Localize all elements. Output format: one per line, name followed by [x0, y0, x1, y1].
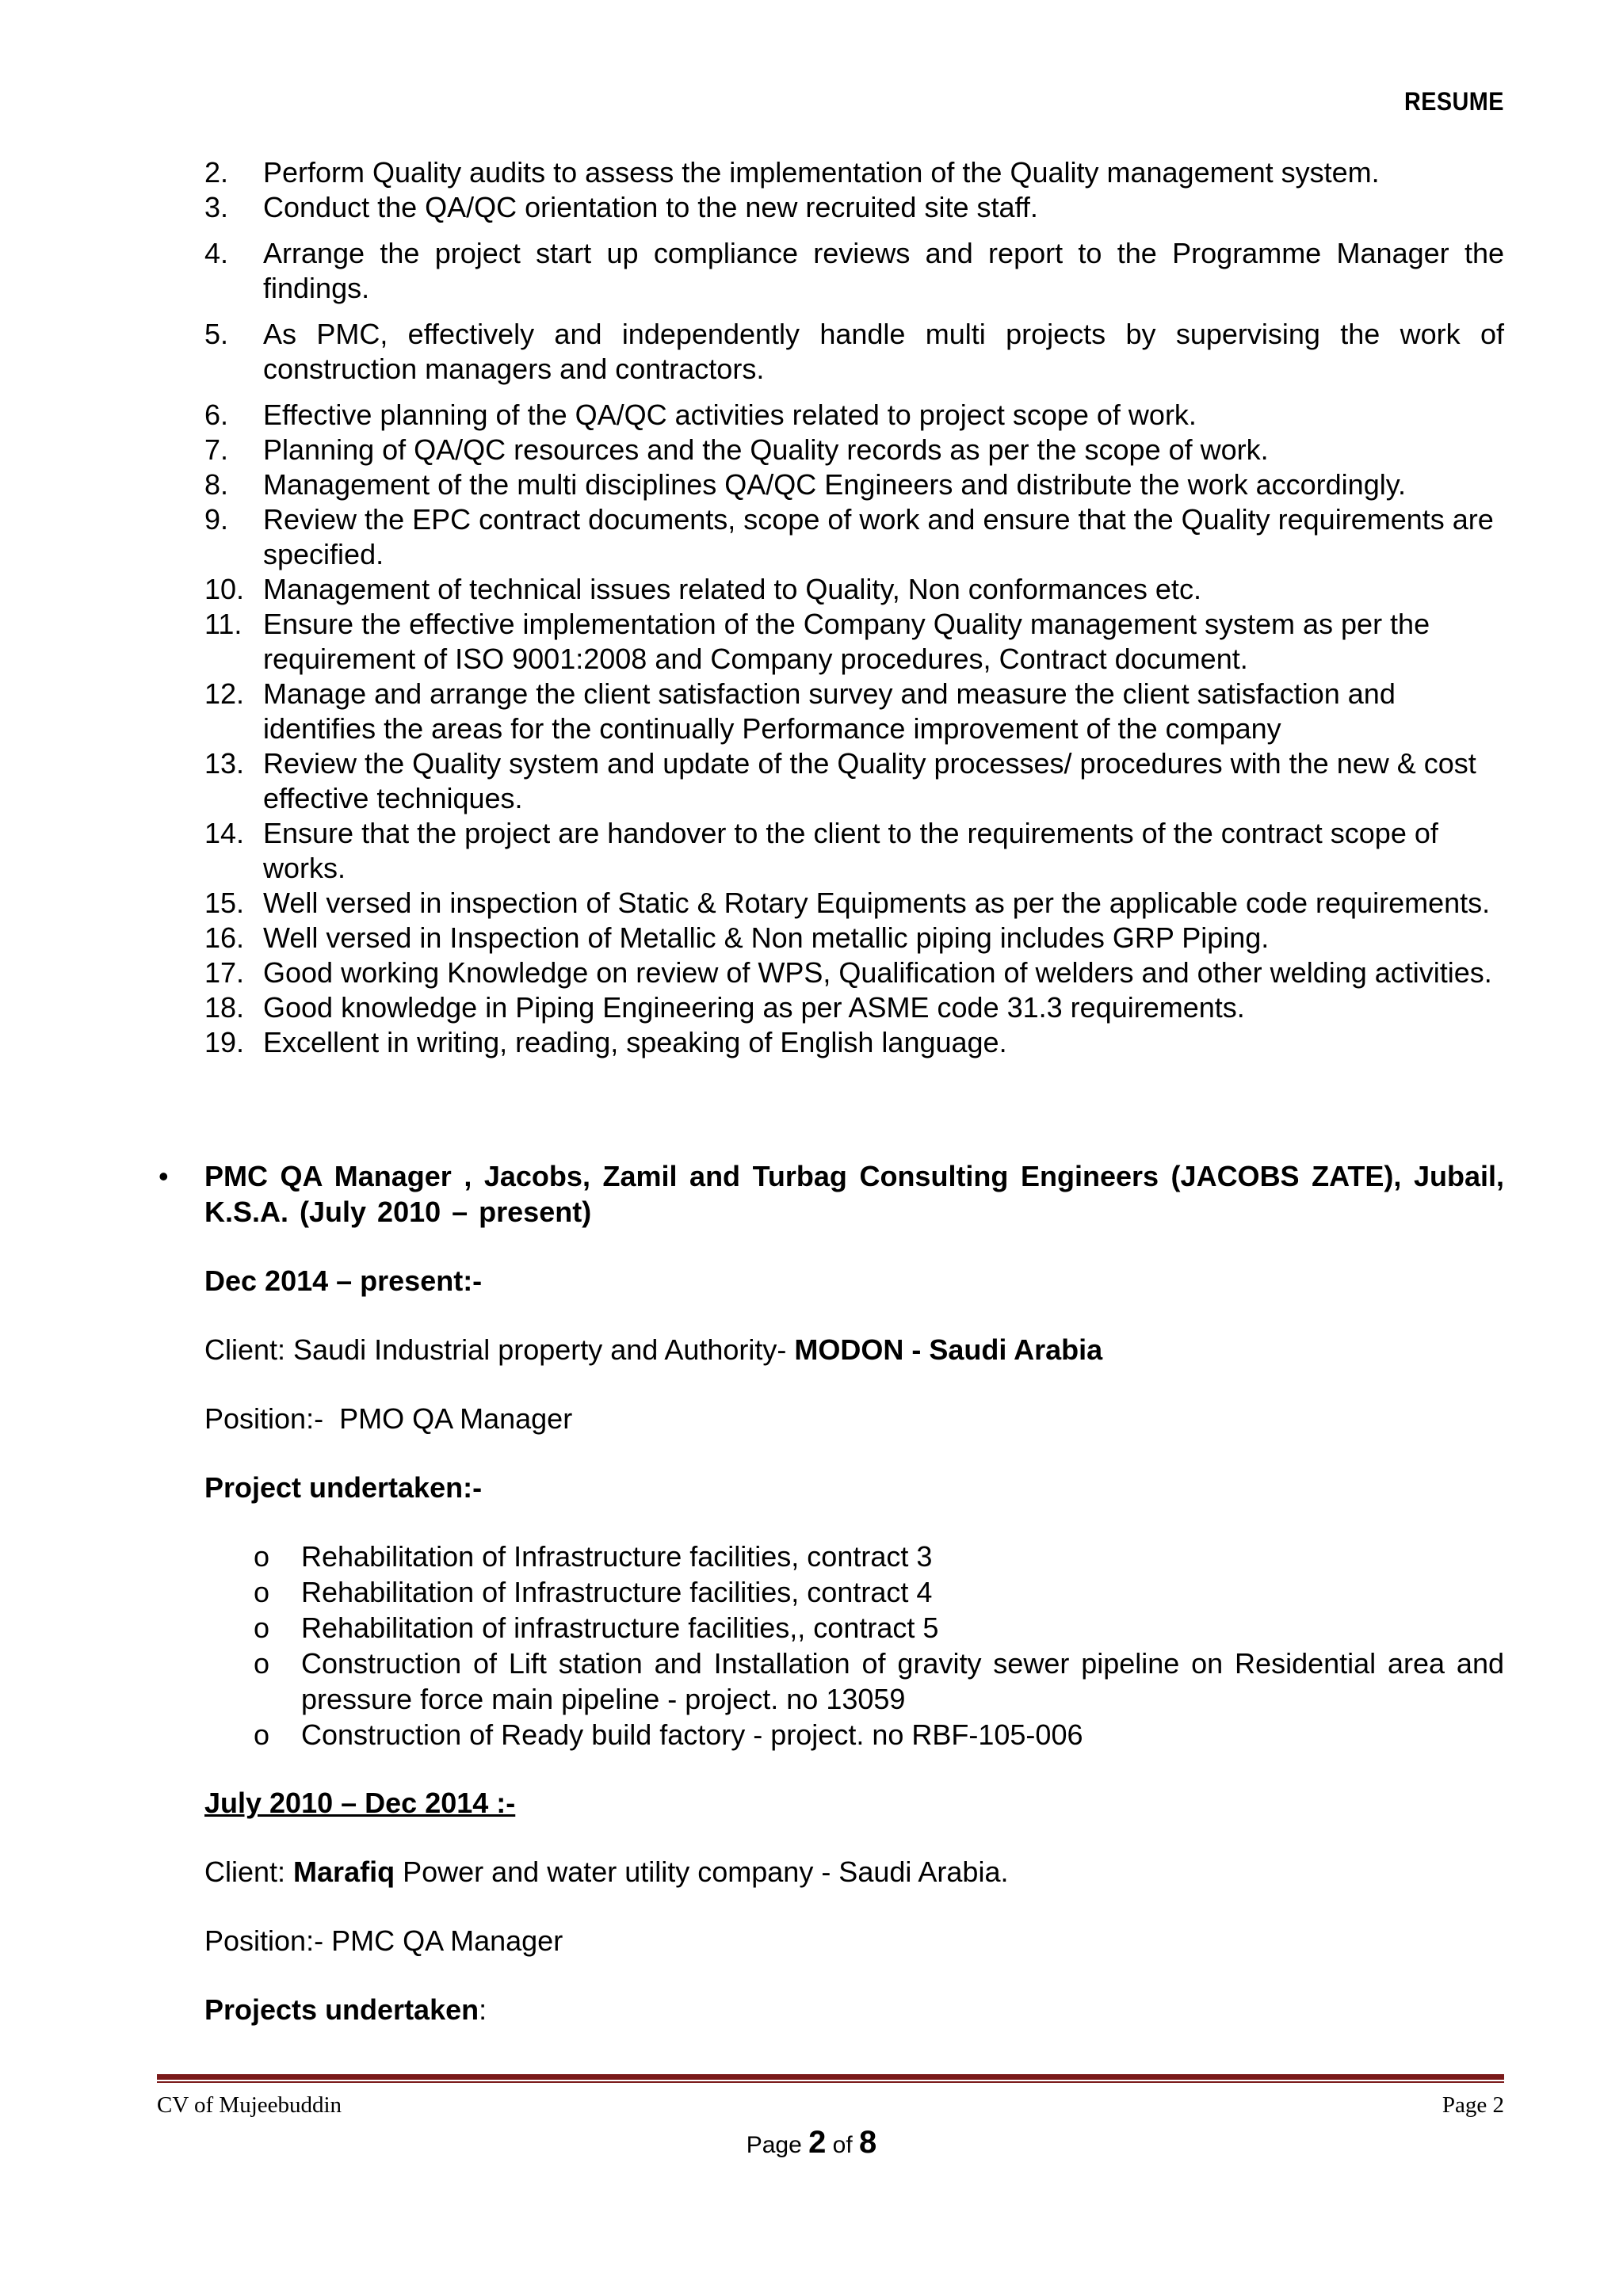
job-entry: [158, 1158, 1504, 1230]
circle-bullet-icon: o: [254, 1611, 270, 1644]
period-heading: Dec 2014 – present:-: [204, 1264, 483, 1297]
item-number: 12.: [204, 677, 245, 710]
item-text: Perform Quality audits to assess the implementation of the Quality management system.: [263, 156, 1380, 189]
list-item: [204, 886, 1504, 921]
period-heading: July 2010 – Dec 2014 :-: [204, 1787, 516, 1819]
page-counter: [0, 2125, 1623, 2161]
item-number: 17.: [204, 956, 245, 989]
list-item: [204, 1574, 1504, 1610]
list-item: [204, 317, 1504, 387]
item-text: Conduct the QA/QC orientation to the new recruited site staff.: [263, 191, 1038, 223]
client-prefix: Client: Saudi Industrial property and Authority-: [204, 1333, 795, 1366]
item-number: 10.: [204, 573, 245, 605]
list-item: [204, 746, 1504, 816]
client-name: Marafiq: [293, 1855, 395, 1888]
duties-list: [204, 155, 1504, 1060]
list-item: [204, 990, 1504, 1025]
item-text: Management of technical issues related to Quality, Non conformances etc.: [263, 573, 1201, 605]
item-text: Planning of QA/QC resources and the Quality records as per the scope of work.: [263, 433, 1269, 466]
footer-page-label: Page 2: [1442, 2092, 1504, 2118]
item-text: Ensure that the project are handover to the client to the requirements of the contract scope of works.: [263, 817, 1438, 884]
item-number: 3.: [204, 191, 229, 223]
list-item: [204, 572, 1504, 607]
resume-header: RESUME: [1404, 87, 1504, 116]
item-text: Ensure the effective implementation of the Company Quality management system as per the requirement of ISO 9001:2008 and Company procedures, Contract document.: [263, 608, 1430, 675]
project-text: Rehabilitation of Infrastructure facilities, contract 4: [301, 1576, 933, 1608]
item-text: Review the Quality system and update of the Quality processes/ procedures with the new & cost effective techniques.: [263, 747, 1476, 814]
item-number: 7.: [204, 433, 229, 466]
projects-heading-line: [204, 1993, 1504, 2027]
page-of: of: [826, 2132, 860, 2158]
item-text: Effective planning of the QA/QC activities related to project scope of work.: [263, 399, 1197, 431]
projects-list: [204, 1539, 1504, 1753]
projects-colon: :: [479, 1993, 487, 2026]
list-item: [204, 155, 1504, 190]
job-section: [158, 1158, 1504, 2027]
list-item: [204, 921, 1504, 955]
job-title: PMC QA Manager , Jacobs, Zamil and Turbag Consulting Engineers (JACOBS ZATE), Jubail, K.S.A. (July 2010 – present): [204, 1160, 1504, 1228]
item-number: 9.: [204, 503, 229, 536]
item-number: 13.: [204, 747, 245, 780]
project-text: Rehabilitation of infrastructure facilities,, contract 5: [301, 1611, 939, 1644]
item-text: Arrange the project start up compliance reviews and report to the Programme Manager the findings.: [263, 237, 1504, 304]
list-item: [204, 190, 1504, 225]
item-text: Well versed in inspection of Static & Rotary Equipments as per the applicable code requirements.: [263, 887, 1491, 919]
list-item: [204, 1025, 1504, 1060]
list-item: [204, 1539, 1504, 1574]
item-number: 16.: [204, 921, 245, 954]
project-text: Construction of Lift station and Installation of gravity sewer pipeline on Residential area and pressure force main pipeline - project. no 13059: [301, 1647, 1504, 1715]
item-number: 8.: [204, 468, 229, 501]
list-item: [204, 607, 1504, 677]
client-suffix: Power and water utility company - Saudi Arabia.: [395, 1855, 1009, 1888]
item-number: 11.: [204, 608, 242, 640]
item-number: 4.: [204, 237, 229, 269]
footer-divider: [157, 2074, 1504, 2084]
projects-heading: Project undertaken:-: [204, 1471, 483, 1504]
job-details: [158, 1264, 1504, 2027]
item-text: Well versed in Inspection of Metallic & Non metallic piping includes GRP Piping.: [263, 921, 1270, 954]
circle-bullet-icon: o: [254, 1718, 270, 1751]
item-text: As PMC, effectively and independently handle multi projects by supervising the work of construction managers and contractors.: [263, 318, 1504, 385]
position-line: Position:- PMC QA Manager: [204, 1924, 563, 1957]
footer-cv-name: CV of Mujeebuddin: [157, 2092, 342, 2118]
item-number: 14.: [204, 817, 245, 849]
list-item: [204, 236, 1504, 306]
list-item: [204, 677, 1504, 746]
circle-bullet-icon: o: [254, 1576, 270, 1608]
list-item: [204, 1646, 1504, 1717]
item-number: 6.: [204, 399, 229, 431]
list-item: [204, 816, 1504, 886]
position-line: Position:- PMO QA Manager: [204, 1402, 573, 1435]
client-prefix: Client:: [204, 1855, 294, 1888]
item-text: Review the EPC contract documents, scope of work and ensure that the Quality requirements are specified.: [263, 503, 1494, 570]
item-number: 19.: [204, 1026, 245, 1058]
list-item: [204, 502, 1504, 572]
item-text: Management of the multi disciplines QA/QC Engineers and distribute the work accordingly.: [263, 468, 1407, 501]
item-number: 5.: [204, 318, 229, 350]
list-item: [204, 467, 1504, 502]
circle-bullet-icon: o: [254, 1647, 270, 1680]
list-item: [204, 433, 1504, 467]
circle-bullet-icon: o: [254, 1540, 270, 1573]
item-number: 18.: [204, 991, 245, 1024]
project-text: Rehabilitation of Infrastructure facilities, contract 3: [301, 1540, 933, 1573]
project-text: Construction of Ready build factory - project. no RBF-105-006: [301, 1718, 1083, 1751]
item-text: Excellent in writing, reading, speaking of English language.: [263, 1026, 1007, 1058]
page-total: 8: [859, 2125, 877, 2160]
list-item: [204, 1610, 1504, 1646]
item-number: 15.: [204, 887, 245, 919]
page-current: 2: [808, 2125, 827, 2160]
projects-heading: Projects undertaken: [204, 1993, 479, 2026]
item-text: Good knowledge in Piping Engineering as per ASME code 31.3 requirements.: [263, 991, 1245, 1024]
item-number: 2.: [204, 156, 229, 189]
list-item: [204, 398, 1504, 433]
client-line: [204, 1855, 1504, 1890]
item-text: Manage and arrange the client satisfaction survey and measure the client satisfaction and identifies the areas for the continually Performance improvement of the company: [263, 677, 1396, 745]
page-prefix: Page: [746, 2132, 809, 2158]
list-item: [204, 1717, 1504, 1753]
duties-section: [204, 155, 1504, 1060]
client-name: MODON - Saudi Arabia: [794, 1333, 1103, 1366]
client-line: [204, 1333, 1504, 1367]
item-text: Good working Knowledge on review of WPS, Qualification of welders and other welding activities.: [263, 956, 1492, 989]
bullet-icon: •: [158, 1160, 169, 1192]
list-item: [204, 955, 1504, 990]
